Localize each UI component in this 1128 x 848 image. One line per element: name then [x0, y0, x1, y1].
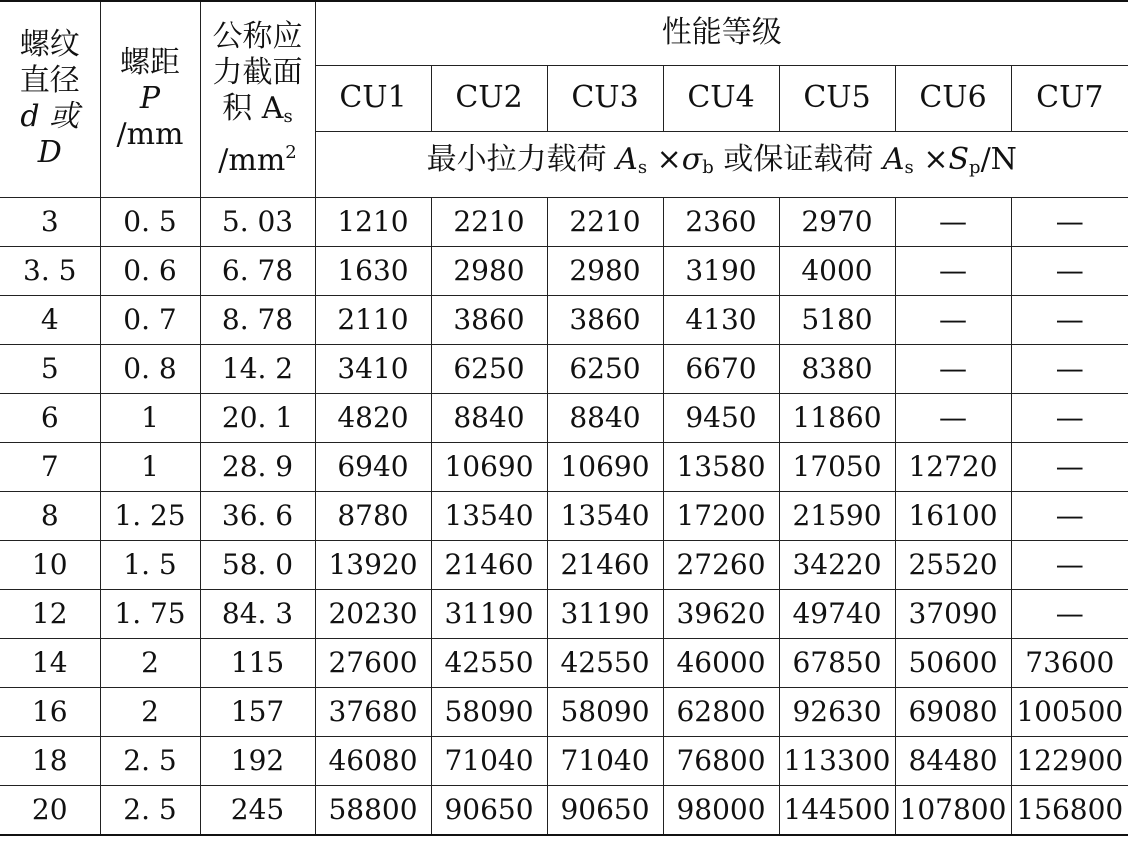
- table-row: [0, 197, 1128, 246]
- cell-pitch: 1: [100, 442, 200, 491]
- cell-load-cu1: 4820: [315, 393, 431, 442]
- table-row: [0, 785, 1128, 835]
- cell-load-cu7: —: [1011, 589, 1128, 638]
- cell-pitch: 2. 5: [100, 736, 200, 785]
- cell-stress-area: 5. 03: [200, 197, 315, 246]
- header-row-1: [0, 1, 1128, 65]
- header-grade: CU3: [547, 65, 663, 131]
- header-grade: CU1: [315, 65, 431, 131]
- cell-load-cu2: 3860: [431, 295, 547, 344]
- cell-pitch: 1. 25: [100, 491, 200, 540]
- cell-load-cu1: 46080: [315, 736, 431, 785]
- cell-load-cu1: 8780: [315, 491, 431, 540]
- cell-load-cu7: —: [1011, 197, 1128, 246]
- cell-pitch: 2. 5: [100, 785, 200, 835]
- cell-load-cu2: 90650: [431, 785, 547, 835]
- table-row: [0, 687, 1128, 736]
- cell-load-cu6: —: [895, 246, 1011, 295]
- cell-load-cu7: —: [1011, 344, 1128, 393]
- cell-load-cu5: 67850: [779, 638, 895, 687]
- header-stress-area: 公称应 力截面 积 $A_s$ $/mm^2$: [200, 1, 315, 197]
- cell-load-cu6: 25520: [895, 540, 1011, 589]
- cell-stress-area: 157: [200, 687, 315, 736]
- table-row: [0, 589, 1128, 638]
- header-grade: CU2: [431, 65, 547, 131]
- cell-load-cu2: 2210: [431, 197, 547, 246]
- cell-load-cu5: 144500: [779, 785, 895, 835]
- cell-diameter: 10: [0, 540, 100, 589]
- cell-load-cu7: —: [1011, 246, 1128, 295]
- cell-load-cu3: 71040: [547, 736, 663, 785]
- cell-load-cu6: 37090: [895, 589, 1011, 638]
- cell-load-cu5: 5180: [779, 295, 895, 344]
- cell-load-cu3: 8840: [547, 393, 663, 442]
- cell-diameter: 6: [0, 393, 100, 442]
- cell-load-cu2: 10690: [431, 442, 547, 491]
- header-grade-title: 性能等级: [315, 1, 1128, 65]
- cell-load-cu5: 21590: [779, 491, 895, 540]
- cell-stress-area: 192: [200, 736, 315, 785]
- table-row: [0, 295, 1128, 344]
- cell-diameter: 8: [0, 491, 100, 540]
- cell-load-cu7: —: [1011, 491, 1128, 540]
- cell-load-cu1: 58800: [315, 785, 431, 835]
- cell-load-cu2: 58090: [431, 687, 547, 736]
- cell-load-cu3: 21460: [547, 540, 663, 589]
- cell-load-cu5: 11860: [779, 393, 895, 442]
- cell-diameter: 14: [0, 638, 100, 687]
- cell-load-cu7: —: [1011, 393, 1128, 442]
- cell-load-cu3: 42550: [547, 638, 663, 687]
- cell-load-cu5: 4000: [779, 246, 895, 295]
- cell-pitch: 0. 8: [100, 344, 200, 393]
- cell-load-cu3: 2980: [547, 246, 663, 295]
- cell-diameter: 20: [0, 785, 100, 835]
- cell-load-cu6: 107800: [895, 785, 1011, 835]
- cell-load-cu6: —: [895, 344, 1011, 393]
- cell-load-cu3: 13540: [547, 491, 663, 540]
- cell-load-cu3: 58090: [547, 687, 663, 736]
- cell-load-cu2: 71040: [431, 736, 547, 785]
- header-grade: CU7: [1011, 65, 1128, 131]
- cell-load-cu7: —: [1011, 540, 1128, 589]
- cell-load-cu2: 21460: [431, 540, 547, 589]
- cell-load-cu6: —: [895, 197, 1011, 246]
- cell-load-cu6: 50600: [895, 638, 1011, 687]
- cell-load-cu1: 20230: [315, 589, 431, 638]
- cell-load-cu3: 3860: [547, 295, 663, 344]
- cell-load-cu7: 100500: [1011, 687, 1128, 736]
- cell-load-cu4: 76800: [663, 736, 779, 785]
- cell-load-cu2: 42550: [431, 638, 547, 687]
- cell-load-cu3: 90650: [547, 785, 663, 835]
- table-row: [0, 246, 1128, 295]
- cell-load-cu1: 13920: [315, 540, 431, 589]
- cell-load-cu3: 10690: [547, 442, 663, 491]
- cell-diameter: 12: [0, 589, 100, 638]
- cell-load-cu4: 9450: [663, 393, 779, 442]
- cell-load-cu4: 62800: [663, 687, 779, 736]
- cell-load-cu1: 6940: [315, 442, 431, 491]
- cell-diameter: 16: [0, 687, 100, 736]
- cell-load-cu6: 12720: [895, 442, 1011, 491]
- cell-pitch: 0. 6: [100, 246, 200, 295]
- cell-load-cu7: —: [1011, 295, 1128, 344]
- cell-load-cu5: 17050: [779, 442, 895, 491]
- cell-load-cu4: 98000: [663, 785, 779, 835]
- cell-pitch: 0. 5: [100, 197, 200, 246]
- header-grade: CU4: [663, 65, 779, 131]
- table-row: [0, 344, 1128, 393]
- cell-pitch: 1: [100, 393, 200, 442]
- cell-load-cu2: 2980: [431, 246, 547, 295]
- header-thread-diameter: 螺纹 直径 d 或 D: [0, 1, 100, 197]
- cell-load-cu5: 49740: [779, 589, 895, 638]
- cell-load-cu7: 73600: [1011, 638, 1128, 687]
- cell-stress-area: 8. 78: [200, 295, 315, 344]
- cell-load-cu1: 1630: [315, 246, 431, 295]
- cell-diameter: 7: [0, 442, 100, 491]
- header-load-label: 最小拉力载荷 $A_s \times\sigma_b$ 或保证载荷 $A_s \times S_p/N$: [315, 131, 1128, 197]
- table-row: [0, 491, 1128, 540]
- cell-load-cu5: 113300: [779, 736, 895, 785]
- cell-pitch: 1. 75: [100, 589, 200, 638]
- cell-stress-area: 58. 0: [200, 540, 315, 589]
- table-row: [0, 540, 1128, 589]
- cell-load-cu4: 17200: [663, 491, 779, 540]
- cell-load-cu1: 27600: [315, 638, 431, 687]
- cell-diameter: 5: [0, 344, 100, 393]
- cell-load-cu4: 6670: [663, 344, 779, 393]
- cell-stress-area: 6. 78: [200, 246, 315, 295]
- cell-load-cu2: 13540: [431, 491, 547, 540]
- cell-stress-area: 115: [200, 638, 315, 687]
- cell-diameter: 4: [0, 295, 100, 344]
- cell-load-cu3: 6250: [547, 344, 663, 393]
- cell-stress-area: 245: [200, 785, 315, 835]
- cell-load-cu5: 8380: [779, 344, 895, 393]
- cell-load-cu7: 156800: [1011, 785, 1128, 835]
- cell-diameter: 3. 5: [0, 246, 100, 295]
- table-row: [0, 736, 1128, 785]
- header-grade: CU6: [895, 65, 1011, 131]
- cell-pitch: 2: [100, 638, 200, 687]
- cell-load-cu6: 69080: [895, 687, 1011, 736]
- cell-load-cu3: 31190: [547, 589, 663, 638]
- cell-load-cu2: 31190: [431, 589, 547, 638]
- cell-load-cu4: 39620: [663, 589, 779, 638]
- cell-load-cu7: 122900: [1011, 736, 1128, 785]
- cell-load-cu4: 2360: [663, 197, 779, 246]
- header-grade: CU5: [779, 65, 895, 131]
- cell-load-cu2: 6250: [431, 344, 547, 393]
- cell-load-cu1: 1210: [315, 197, 431, 246]
- cell-load-cu1: 3410: [315, 344, 431, 393]
- cell-load-cu2: 8840: [431, 393, 547, 442]
- cell-pitch: 2: [100, 687, 200, 736]
- cell-stress-area: 28. 9: [200, 442, 315, 491]
- cell-stress-area: 84. 3: [200, 589, 315, 638]
- cell-load-cu6: —: [895, 393, 1011, 442]
- cell-load-cu4: 4130: [663, 295, 779, 344]
- cell-pitch: 0. 7: [100, 295, 200, 344]
- cell-load-cu1: 37680: [315, 687, 431, 736]
- cell-load-cu6: —: [895, 295, 1011, 344]
- cell-load-cu6: 84480: [895, 736, 1011, 785]
- table-row: [0, 638, 1128, 687]
- header-pitch: 螺距 P /mm: [100, 1, 200, 197]
- cell-load-cu3: 2210: [547, 197, 663, 246]
- cell-load-cu4: 27260: [663, 540, 779, 589]
- cell-load-cu6: 16100: [895, 491, 1011, 540]
- cell-diameter: 18: [0, 736, 100, 785]
- cell-load-cu5: 2970: [779, 197, 895, 246]
- cell-pitch: 1. 5: [100, 540, 200, 589]
- cell-stress-area: 14. 2: [200, 344, 315, 393]
- cell-load-cu1: 2110: [315, 295, 431, 344]
- table-row: [0, 393, 1128, 442]
- cell-load-cu4: 13580: [663, 442, 779, 491]
- cell-load-cu5: 92630: [779, 687, 895, 736]
- cell-load-cu4: 46000: [663, 638, 779, 687]
- cell-load-cu4: 3190: [663, 246, 779, 295]
- cell-stress-area: 20. 1: [200, 393, 315, 442]
- cell-diameter: 3: [0, 197, 100, 246]
- cell-stress-area: 36. 6: [200, 491, 315, 540]
- table-row: [0, 442, 1128, 491]
- cell-load-cu5: 34220: [779, 540, 895, 589]
- cell-load-cu7: —: [1011, 442, 1128, 491]
- table-body: [0, 197, 1128, 835]
